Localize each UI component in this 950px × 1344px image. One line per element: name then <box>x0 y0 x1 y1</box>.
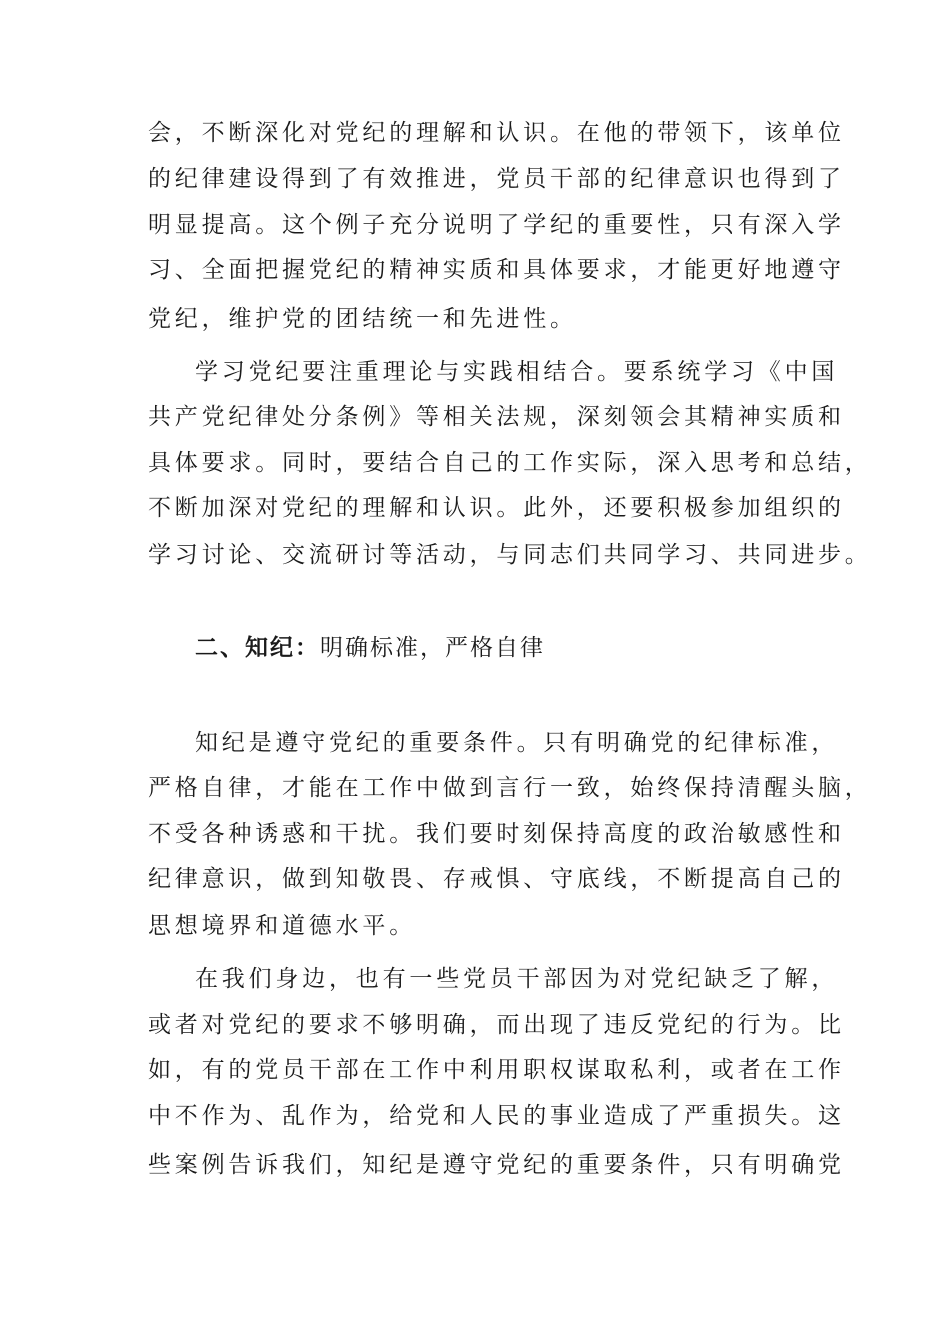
paragraph-line: 共产党纪律处分条例》等相关法规，深刻领会其精神实质和 <box>148 404 845 430</box>
paragraph-line: 党纪，维护党的团结统一和先进性。 <box>148 306 577 332</box>
paragraph-line: 或者对党纪的要求不够明确，而出现了违反党纪的行为。比 <box>148 1012 845 1038</box>
paragraph-line: 习、全面把握党纪的精神实质和具体要求，才能更好地遵守 <box>148 257 845 283</box>
paragraph-line: 会，不断深化对党纪的理解和认识。在他的带领下，该单位 <box>148 120 845 146</box>
paragraph-line: 学习党纪要注重理论与实践相结合。要系统学习《中国 <box>195 359 839 385</box>
section-heading <box>195 633 545 663</box>
paragraph-line: 不断加深对党纪的理解和认识。此外，还要积极参加组织的 <box>148 495 845 521</box>
paragraph-line: 思想境界和道德水平。 <box>148 913 416 939</box>
section-heading-text: 明确标准，严格自律 <box>320 635 545 661</box>
paragraph-line: 中不作为、乱作为，给党和人民的事业造成了严重损失。这 <box>148 1103 845 1129</box>
paragraph-line: 具体要求。同时，要结合自己的工作实际，深入思考和总结， <box>148 450 872 476</box>
paragraph-line: 在我们身边，也有一些党员干部因为对党纪缺乏了解， <box>195 966 839 992</box>
paragraph-line: 纪律意识，做到知敬畏、存戒惧、守底线，不断提高自己的 <box>148 866 845 892</box>
paragraph-line: 知纪是遵守党纪的重要条件。只有明确党的纪律标准， <box>195 730 839 756</box>
paragraph-line: 明显提高。这个例子充分说明了学纪的重要性，只有深入学 <box>148 212 845 238</box>
paragraph-line: 的纪律建设得到了有效推进，党员干部的纪律意识也得到了 <box>148 166 845 192</box>
section-heading-number: 二、知纪： <box>195 635 320 661</box>
paragraph-line: 不受各种诱惑和干扰。我们要时刻保持高度的政治敏感性和 <box>148 821 845 847</box>
paragraph-line: 严格自律，才能在工作中做到言行一致，始终保持清醒头脑， <box>148 775 872 801</box>
paragraph-line: 如，有的党员干部在工作中利用职权谋取私利，或者在工作 <box>148 1057 845 1083</box>
paragraph-line: 些案例告诉我们，知纪是遵守党纪的重要条件，只有明确党 <box>148 1152 845 1178</box>
paragraph-line: 学习讨论、交流研讨等活动，与同志们共同学习、共同进步。 <box>148 542 872 568</box>
